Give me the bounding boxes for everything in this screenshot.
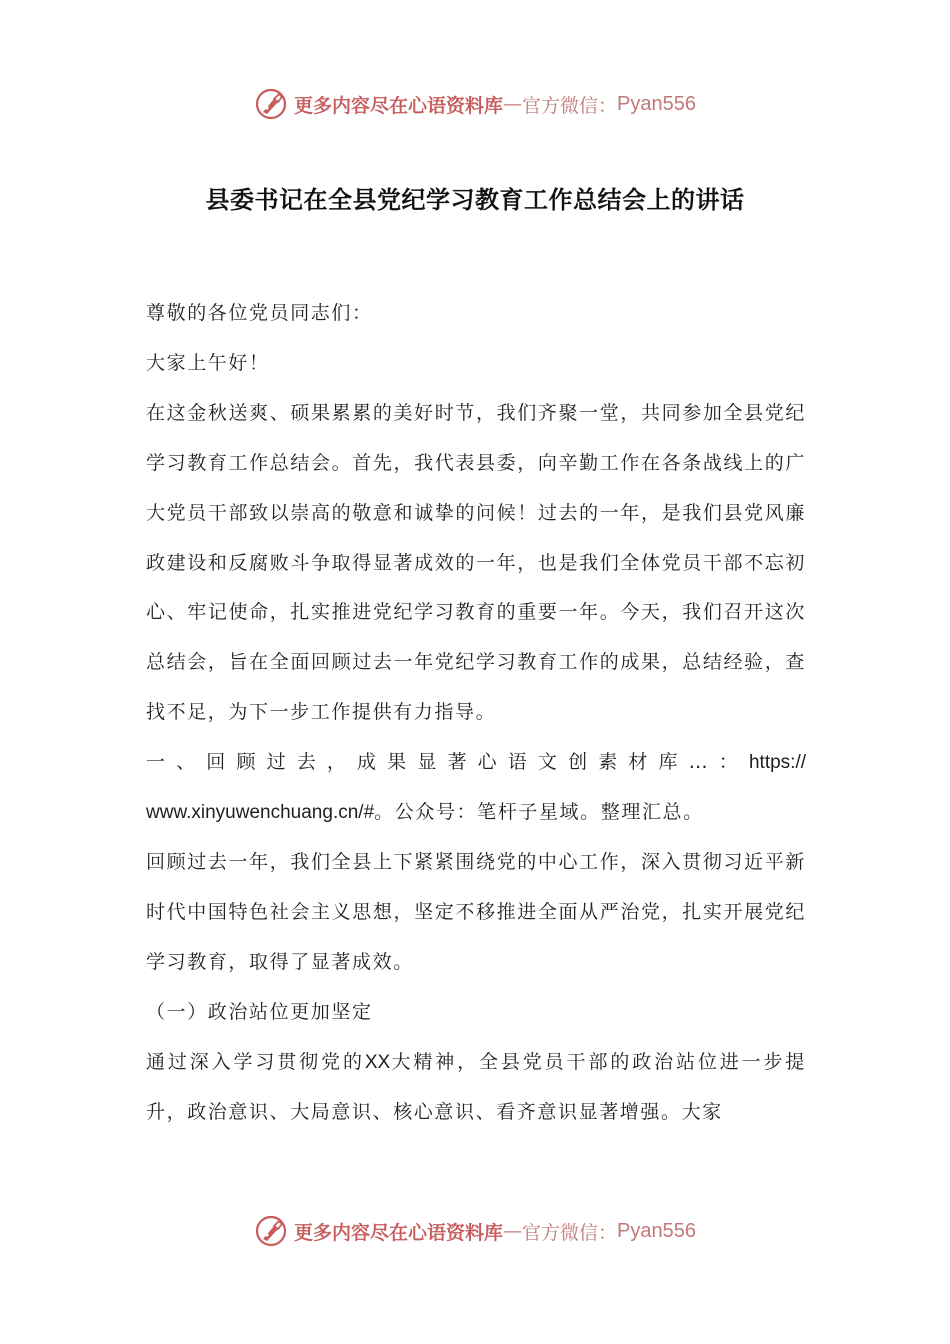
watermark-brand: 更多内容尽在心语资料库	[294, 1221, 504, 1244]
section-heading-1-continued	[146, 788, 806, 838]
watermark-contact-id: Pyan556	[617, 92, 696, 115]
section-heading-1-url-start: https://	[748, 752, 806, 774]
document-body	[146, 289, 806, 1137]
pen-nib-logo-icon	[254, 1214, 288, 1248]
watermark-dash: —	[503, 93, 523, 115]
salutation: 尊敬的各位党员同志们：	[146, 302, 373, 324]
watermark-brand: 更多内容尽在心语资料库	[294, 94, 504, 117]
pen-nib-logo-icon	[254, 87, 288, 121]
watermark-contact-id: Pyan556	[617, 1219, 696, 1242]
document-title: 县委书记在全县党纪学习教育工作总结会上的讲话	[205, 185, 745, 214]
subsection-1-xx: XX	[364, 1051, 391, 1073]
intro-paragraph: 在这金秋送爽、硕果累累的美好时节，我们齐聚一堂，共同参加全县党纪学习教育工作总结会。首先，我代表县委，向辛勤工作在各条战线上的广大党员干部致以崇高的敬意和诚挚的问候！过去的一年，是我们县党风廉政建设和反腐败斗争取得显著成效的一年，也是我们全体党员干部不忘初心、牢记使命，扎实推进党纪学习教育的重要一年。今天，我们召开这次总结会，旨在全面回顾过去一年党纪学习教育工作的成果，总结经验，查找不足，为下一步工作提供有力指导。	[146, 401, 806, 724]
source-note: 。公众号：笔杆子星域。整理汇总。	[374, 801, 704, 824]
subsection-heading-1: （一）政治站位更加坚定	[146, 1000, 373, 1023]
watermark-banner-top	[0, 84, 950, 124]
section-heading-1-text: 一、回顾过去，成果显著心语文创素材库…：	[146, 751, 749, 774]
subsection-1-paragraph	[146, 1038, 806, 1138]
watermark-dash: —	[503, 1220, 523, 1242]
review-paragraph: 回顾过去一年，我们全县上下紧紧围绕党的中心工作，深入贯彻习近平新时代中国特色社会主义思想，坚定不移推进全面从严治党，扎实开展党纪学习教育，取得了显著成效。	[146, 850, 806, 973]
subsection-1-text-a: 通过深入学习贯彻党的	[146, 1050, 365, 1073]
greeting: 大家上午好！	[146, 351, 270, 374]
source-url: www.xinyuwenchuang.cn/#	[146, 802, 375, 824]
watermark-banner-bottom	[0, 1211, 950, 1251]
watermark-contact-label: 官方微信：	[522, 94, 618, 117]
subsection-1-text-b: 大精神，全县党员干部的政治站位进一步提升，政治意识、大局意识、核心意识、看齐意识显著增强。大家	[146, 1050, 806, 1123]
watermark-contact-label: 官方微信：	[522, 1221, 618, 1244]
section-heading-1	[146, 738, 806, 788]
